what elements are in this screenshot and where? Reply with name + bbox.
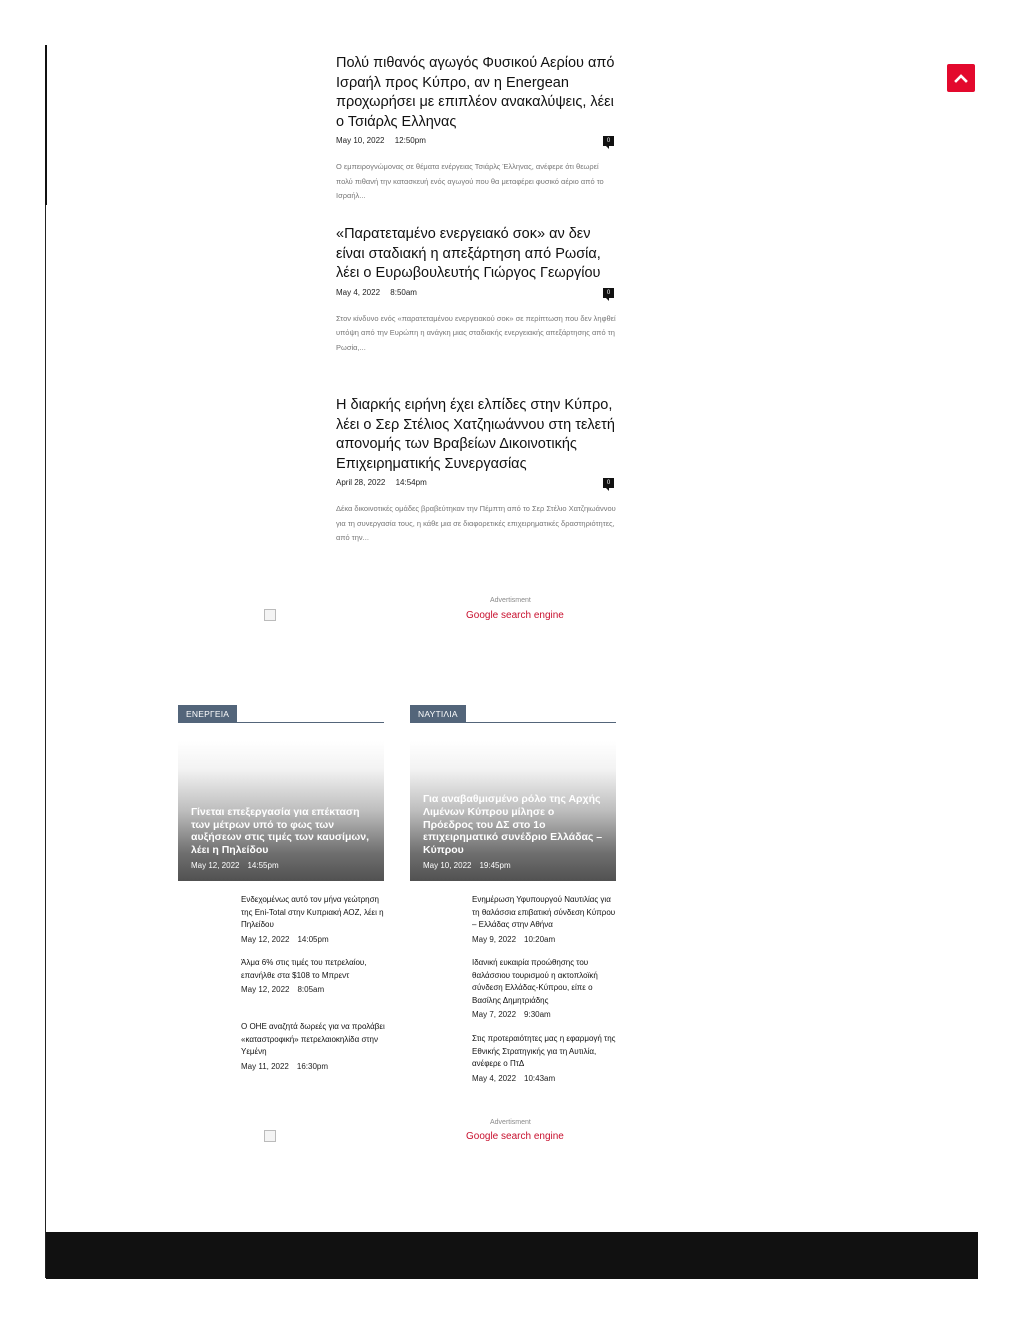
item-date: May 12, 2022 — [241, 934, 290, 944]
article-date: May 10, 2022 — [336, 136, 385, 145]
article-meta — [336, 136, 616, 150]
item-time: 10:43am — [524, 1073, 556, 1083]
article-excerpt: Στον κίνδυνο ενός «παρατεταμένου ενεργειακού σοκ» σε περίπτωση που δεν ληφθεί υπόψη από την Ευρώπη η ανάγκη μιας σταδιακής ενεργειακής απεξάρτησης από τη Ρωσία,... — [336, 313, 616, 352]
page-left-border-accent — [45, 45, 47, 205]
list-item — [241, 894, 387, 944]
list-item — [241, 957, 387, 994]
list-item-date — [241, 935, 387, 944]
broken-image-icon — [264, 609, 276, 621]
list-item-title[interactable]: Στις προτεραιότητες μας η εφαρμογή της Εθνικής Στρατηγικής για τη Αυτιλία, ανέφερε ο ΠτΔ — [472, 1034, 616, 1068]
list-item — [241, 1021, 387, 1071]
footer — [46, 1232, 978, 1279]
article-date: April 28, 2022 — [336, 478, 386, 487]
advertisement-banner[interactable]: Google search engine — [466, 1131, 564, 1142]
featured-article-date — [423, 861, 519, 870]
article-meta — [336, 288, 616, 302]
chevron-up-icon — [954, 73, 968, 83]
article-time: 8:50am — [390, 287, 417, 297]
article-title[interactable]: «Παρατεταμένο ενεργειακό σοκ» αν δεν είναι σταδιακή η απεξάρτηση από Ρωσία, λέει ο Ευρωβουλευτής Γιώργος Γεωργίου — [336, 226, 601, 281]
list-item — [472, 894, 618, 944]
article-excerpt: Δέκα δικοινοτικές ομάδες βραβεύτηκαν την Πέμπτη από το Σερ Στέλιο Χατζηιωάννου για τη συνεργασία τους, η κάθε μια σε διαφορετικές επιχειρηματικές δραστηριότητες, από την... — [336, 504, 616, 542]
item-time: 16:30pm — [296, 1061, 329, 1071]
list-item-date — [241, 1062, 387, 1071]
item-time: 10:20am — [524, 934, 556, 944]
featured-date: May 10, 2022 — [423, 861, 472, 870]
item-date: May 11, 2022 — [241, 1061, 289, 1071]
article-time: 12:50pm — [394, 136, 426, 145]
featured-article-card[interactable] — [410, 741, 616, 881]
article-meta — [336, 478, 616, 492]
advertisement-label: Advertisment — [490, 597, 531, 604]
list-item-title[interactable]: Ο ΟΗΕ αναζητά δωρεές για να προλάβει «καταστροφική» πετρελαιοκηλίδα στην Υεμένη — [241, 1022, 385, 1056]
item-time: 9:30am — [524, 1010, 551, 1019]
list-item — [472, 1033, 618, 1083]
article-excerpt: Ο εμπειρογνώμονας σε θέματα ενέργειας Τσιάρλς Έλληνας, ανέφερε ότι θεωρεί πολύ πιθανή την κατασκευή ενός αγωγού που θα μεταφέρει φυσικό αέριο από το Ισραήλ... — [336, 162, 604, 200]
article-item — [336, 396, 616, 546]
category-tag[interactable]: ΕΝΕΡΓΕΙΑ — [178, 705, 237, 723]
list-item-title[interactable]: Άλμα 6% στις τιμές του πετρελαίου, επανήλθε στα $108 το Μπρεντ — [241, 958, 367, 980]
advertisement-label: Advertisment — [490, 1119, 531, 1126]
featured-time: 19:45pm — [479, 861, 511, 870]
featured-article-title: Για αναβαθμισμένο ρόλο της Αρχής Λιμένων Κύπρου μίλησε ο Πρόεδρος του ΔΣ στο 1ο επιχειρηματικό συνέδριο Ελλάδας – Κύπρου — [423, 793, 603, 857]
featured-date: May 12, 2022 — [191, 861, 240, 870]
item-date: May 12, 2022 — [241, 985, 290, 994]
featured-article-date — [191, 861, 287, 870]
list-item-date — [472, 1010, 618, 1019]
list-item-title[interactable]: Ενδεχομένως αυτό τον μήνα γεώτρηση της Eni-Total στην Κυπριακή ΑΟΖ, λέει η Πηλείδου — [241, 895, 384, 929]
article-item — [336, 54, 616, 204]
item-date: May 9, 2022 — [472, 934, 517, 944]
category-header-energy — [178, 704, 384, 723]
article-title[interactable]: Πολύ πιθανός αγωγός Φυσικού Αερίου από Ισραήλ προς Κύπρο, αν η Energean προχωρήσει με επιπλέον ανακαλύψεις, λέει ο Τσιάρλς Ελληνας — [336, 55, 615, 130]
list-item-date — [241, 985, 387, 994]
comment-count-badge[interactable]: 0 — [603, 136, 614, 146]
article-time: 14:54pm — [395, 478, 427, 487]
featured-article-card[interactable] — [178, 741, 384, 881]
list-item-title[interactable]: Ενημέρωση Υφυπουργού Ναυτιλίας για τη θαλάσσια επιβατική σύνδεση Κύπρου – Ελλάδας στην Αθήνα — [472, 895, 616, 929]
page-left-border — [45, 45, 46, 1278]
comment-count-badge[interactable]: 0 — [603, 288, 614, 298]
list-item-date — [472, 935, 618, 944]
featured-article-title: Γίνεται επεξεργασία για επέκταση των μέτρων υπό το φως των αυξήσεων στις τιμές των καυσίμων, λέει η Πηλείδου — [191, 805, 369, 857]
category-tag[interactable]: ΝΑΥΤΙΛΙΑ — [410, 705, 466, 723]
article-title[interactable]: Η διαρκής ειρήνη έχει ελπίδες στην Κύπρο, λέει ο Σερ Στέλιος Χατζηιωάννου στη τελετή απονομής των Βραβείων Δικοινοτικής Επιχειρηματικής Συνεργασίας — [336, 397, 615, 472]
featured-time: 14:55pm — [247, 861, 279, 870]
article-date: May 4, 2022 — [336, 287, 381, 297]
advertisement-banner[interactable]: Google search engine — [466, 610, 564, 621]
list-item — [472, 957, 618, 1019]
item-date: May 7, 2022 — [472, 1010, 517, 1019]
list-item-date — [472, 1074, 618, 1083]
broken-image-icon — [264, 1130, 276, 1142]
article-item — [336, 225, 616, 355]
comment-count-badge[interactable]: 0 — [603, 478, 614, 488]
scroll-to-top-button[interactable] — [947, 64, 975, 92]
item-time: 8:05am — [297, 985, 325, 994]
item-date: May 4, 2022 — [472, 1073, 517, 1083]
list-item-title[interactable]: Ιδανική ευκαιρία προώθησης του θαλάσσιου τουρισμού η ακτοπλοϊκή σύνδεση Ελλάδας-Κύπρου, είπε ο Βασίλης Δημητριάδης — [472, 958, 598, 1005]
category-header-shipping — [410, 704, 616, 723]
item-time: 14:05pm — [297, 934, 329, 944]
